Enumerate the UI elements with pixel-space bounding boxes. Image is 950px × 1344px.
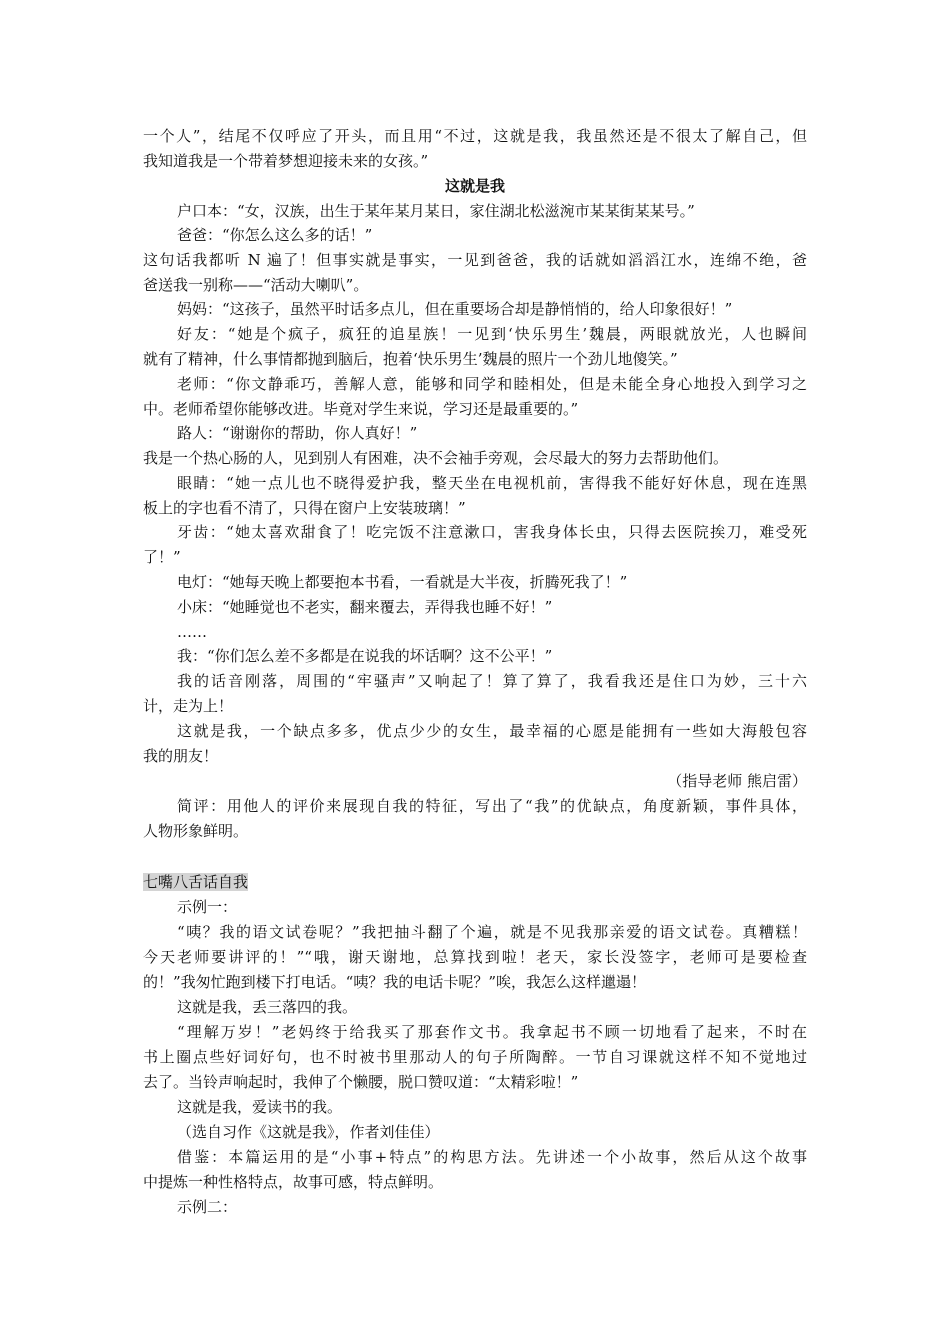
text-line: 牙齿：“她太喜欢甜食了！吃完饭不注意漱口，害我身体长虫，只得去医院挨刀，难受死 xyxy=(177,523,807,541)
text-line: 这就是我，一个缺点多多，优点少少的女生，最幸福的心愿是能拥有一些如大海般包容 xyxy=(177,722,807,740)
text-line: 一个人”，结尾不仅呼应了开头，而且用“不过，这就是我，我虽然还是不很太了解自己，但 xyxy=(143,127,807,145)
text-line: 中提炼一种性格特点，故事可感，特点鲜明。 xyxy=(143,1173,444,1191)
text-line: 人物形象鲜明。 xyxy=(143,822,249,840)
text-line: 示例二： xyxy=(177,1198,238,1216)
text-line: 我的朋友！ xyxy=(143,747,219,765)
text-line: 中。老师希望你能够改进。毕竟对学生来说，学习还是最重要的。” xyxy=(143,400,579,418)
text-line: 爸送我一别称——“活动大喇叭”。 xyxy=(143,276,369,294)
text-line: 路人：“谢谢你的帮助，你人真好！” xyxy=(177,424,418,442)
text-line: 板上的字也看不清了，只得在窗户上安装玻璃！” xyxy=(143,499,466,517)
text-line: 书上圈点些好词好句，也不时被书里那动人的句子所陶醉。一节自习课就这样不知不觉地过 xyxy=(143,1048,807,1066)
text-line: 示例一： xyxy=(177,898,238,916)
text-line: 今天老师要讲评的！”“哦，谢天谢地，总算找到啦！老天，家长没签字，老师可是要检查 xyxy=(143,948,807,966)
text-line: 小床：“她睡觉也不老实，翻来覆去，弄得我也睡不好！” xyxy=(177,598,553,616)
text-line: “咦？我的语文试卷呢？”我把抽斗翻了个遍，就是不见我那亲爱的语文试卷。真糟糕！ xyxy=(177,923,807,941)
text-line: 眼睛：“她一点儿也不晓得爱护我，整天坐在电视机前，害得我不能好好休息，现在连黑 xyxy=(177,474,807,492)
section-heading xyxy=(143,871,807,893)
text-line: 我：“你们怎么差不多都是在说我的坏话啊？这不公平！” xyxy=(177,647,553,665)
text-line: 我的话音刚落，周围的“牢骚声”又响起了！算了算了，我看我还是住口为妙，三十六 xyxy=(177,672,807,690)
text-line: 老师：“你文静乖巧，善解人意，能够和同学和睦相处，但是未能全身心地投入到学习之 xyxy=(177,375,807,393)
section-heading-text: 七嘴八舌话自我 xyxy=(143,873,249,891)
text-line: 爸爸：“你怎么这么多的话！” xyxy=(177,226,373,244)
text-line: 简评：用他人的评价来展现自我的特征，写出了“我”的优缺点，角度新颖，事件具体， xyxy=(177,797,807,815)
text-line: 好友：“她是个疯子，疯狂的追星族！一见到‘快乐男生’魏晨，两眼就放光，人也瞬间 xyxy=(177,325,807,343)
text-line: …… xyxy=(177,623,207,641)
text-line: 去了。当铃声响起时，我伸了个懒腰，脱口赞叹道：“太精彩啦！” xyxy=(143,1073,579,1091)
text-line: 的！”我匆忙跑到楼下打电话。“咦？我的电话卡呢？”唉，我怎么这样邋遢！ xyxy=(143,973,647,991)
text-line: 计，走为上！ xyxy=(143,697,234,715)
text-line: （选自习作《这就是我》，作者刘佳佳） xyxy=(177,1123,440,1141)
essay-title: 这就是我 xyxy=(444,177,505,195)
text-line: 我知道我是一个带着梦想迎接未来的女孩。” xyxy=(143,152,429,170)
text-line: 这就是我，丢三落四的我。 xyxy=(177,998,358,1016)
text-line: 我是一个热心肠的人，见到别人有困难，决不会袖手旁观，会尽最大的努力去帮助他们。 xyxy=(143,449,729,467)
text-line: 就有了精神，什么事情都抛到脑后，抱着‘快乐男生’魏晨的照片一个劲儿地傻笑。” xyxy=(143,350,678,368)
text-line: 电灯：“她每天晚上都要抱本书看，一看就是大半夜，折腾死我了！” xyxy=(177,573,628,591)
text-line: 借鉴：本篇运用的是“小事+特点”的构思方法。先讲述一个小故事，然后从这个故事 xyxy=(177,1148,807,1166)
text-line: 户口本：“女，汉族，出生于某年某月某日，家住湖北松滋涴市某某街某某号。” xyxy=(177,202,695,220)
text-line: 这就是我，爱读书的我。 xyxy=(177,1098,343,1116)
text-line: 了！” xyxy=(143,548,181,566)
text-line: 妈妈：“这孩子，虽然平时话多点儿，但在重要场合却是静悄悄的，给人印象很好！” xyxy=(177,300,733,318)
advisor-credit: （指导老师 熊启雷） xyxy=(667,772,807,790)
text-line: 这句话我都听 N 遍了！但事实就是事实，一见到爸爸，我的话就如滔滔江水，连绵不绝，爸 xyxy=(143,251,807,269)
text-line: “理解万岁！”老妈终于给我买了那套作文书。我拿起书不顾一切地看了起来，不时在 xyxy=(177,1023,807,1041)
